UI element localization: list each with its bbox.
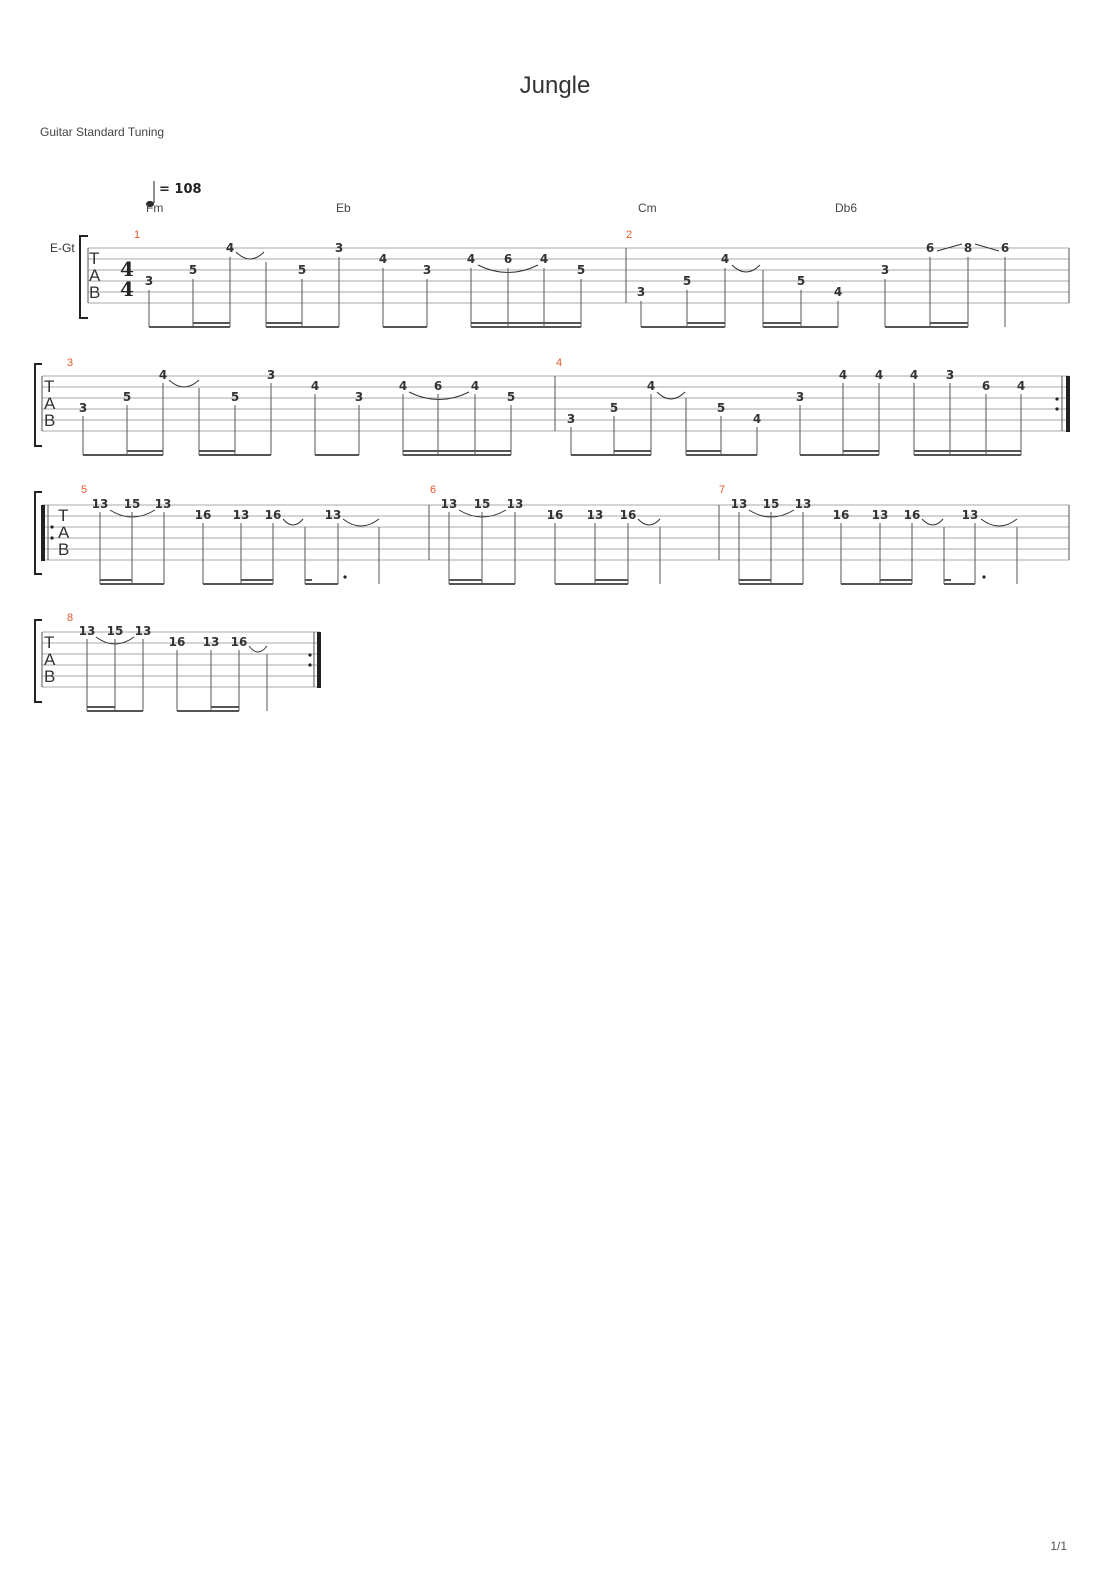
svg-text:13: 13 <box>91 497 109 511</box>
svg-text:6: 6 <box>1000 241 1010 255</box>
staff-system-2 <box>35 357 1070 456</box>
svg-text:16: 16 <box>903 508 921 522</box>
svg-text:4: 4 <box>720 252 730 266</box>
tab-letter-a: A <box>44 650 56 669</box>
svg-text:5: 5 <box>682 274 692 288</box>
svg-text:4: 4 <box>466 252 476 266</box>
svg-text:16: 16 <box>546 508 564 522</box>
svg-text:4: 4 <box>646 379 656 393</box>
svg-text:15: 15 <box>123 497 141 511</box>
measure-number: 3 <box>67 357 74 369</box>
svg-text:4: 4 <box>838 368 848 382</box>
measure-number: 4 <box>556 357 563 369</box>
svg-text:15: 15 <box>762 497 780 511</box>
svg-text:5: 5 <box>716 401 726 415</box>
svg-text:13: 13 <box>440 497 458 511</box>
instrument-label: E-Gt <box>50 241 75 255</box>
song-title: Jungle <box>519 72 591 99</box>
tab-letter-a: A <box>89 266 101 285</box>
svg-text:3: 3 <box>945 368 955 382</box>
tab-letter-t: T <box>89 249 100 268</box>
chord-cm: Cm <box>638 201 657 215</box>
svg-text:5: 5 <box>576 263 586 277</box>
svg-text:13: 13 <box>730 497 748 511</box>
svg-text:13: 13 <box>78 624 96 638</box>
tab-letter-b: B <box>44 667 56 686</box>
svg-text:13: 13 <box>324 508 342 522</box>
svg-text:4: 4 <box>158 368 168 382</box>
tab-letter-a: A <box>58 523 70 542</box>
svg-text:4: 4 <box>470 379 480 393</box>
svg-text:4: 4 <box>310 379 320 393</box>
svg-text:5: 5 <box>122 390 132 404</box>
svg-text:13: 13 <box>961 508 979 522</box>
svg-text:3: 3 <box>880 263 890 277</box>
svg-text:4: 4 <box>539 252 549 266</box>
svg-text:16: 16 <box>264 508 282 522</box>
svg-text:13: 13 <box>154 497 172 511</box>
system-bracket <box>80 236 88 318</box>
svg-text:13: 13 <box>871 508 889 522</box>
tab-letter-b: B <box>58 540 70 559</box>
svg-text:13: 13 <box>794 497 812 511</box>
tab-letter-t: T <box>44 377 55 396</box>
svg-text:4: 4 <box>874 368 884 382</box>
svg-text:6: 6 <box>433 379 443 393</box>
staff-system-1 <box>50 229 1069 328</box>
measure-number: 5 <box>81 484 88 496</box>
svg-text:5: 5 <box>506 390 516 404</box>
svg-text:5: 5 <box>230 390 240 404</box>
measure-number: 7 <box>719 484 726 496</box>
svg-text:4: 4 <box>909 368 919 382</box>
page-number: 1/1 <box>1050 1539 1067 1553</box>
svg-text:5: 5 <box>188 263 198 277</box>
svg-text:3: 3 <box>78 401 88 415</box>
staff-system-3 <box>35 484 1069 585</box>
tab-letter-a: A <box>44 394 56 413</box>
svg-text:16: 16 <box>619 508 637 522</box>
svg-text:3: 3 <box>636 285 646 299</box>
svg-text:13: 13 <box>202 635 220 649</box>
svg-text:15: 15 <box>106 624 124 638</box>
svg-text:6: 6 <box>981 379 991 393</box>
svg-text:5: 5 <box>297 263 307 277</box>
svg-text:16: 16 <box>832 508 850 522</box>
measure-number: 1 <box>134 229 141 241</box>
svg-text:13: 13 <box>232 508 250 522</box>
svg-text:3: 3 <box>334 241 344 255</box>
svg-text:6: 6 <box>503 252 513 266</box>
chord-eb: Eb <box>336 201 351 215</box>
svg-text:4: 4 <box>225 241 235 255</box>
svg-text:3: 3 <box>795 390 805 404</box>
svg-text:16: 16 <box>194 508 212 522</box>
tuning-label: Guitar Standard Tuning <box>40 125 165 139</box>
svg-text:4: 4 <box>752 412 762 426</box>
chord-db6: Db6 <box>835 201 858 215</box>
measure-number: 2 <box>626 229 633 241</box>
svg-text:5: 5 <box>796 274 806 288</box>
svg-text:13: 13 <box>134 624 152 638</box>
svg-text:4: 4 <box>398 379 408 393</box>
svg-text:13: 13 <box>506 497 524 511</box>
system-bracket <box>35 620 42 702</box>
svg-text:16: 16 <box>168 635 186 649</box>
tempo-value: = 108 <box>159 182 202 197</box>
svg-text:3: 3 <box>422 263 432 277</box>
tab-letter-b: B <box>89 283 101 302</box>
svg-text:3: 3 <box>354 390 364 404</box>
svg-text:15: 15 <box>473 497 491 511</box>
svg-text:13: 13 <box>586 508 604 522</box>
svg-text:5: 5 <box>609 401 619 415</box>
tab-letter-t: T <box>44 633 55 652</box>
svg-text:16: 16 <box>230 635 248 649</box>
svg-text:3: 3 <box>144 274 154 288</box>
time-signature-top: 4 <box>120 257 134 281</box>
time-signature-bottom: 4 <box>120 277 134 301</box>
system-bracket <box>35 492 42 574</box>
svg-text:8: 8 <box>963 241 973 255</box>
tab-letter-t: T <box>58 506 69 525</box>
staff-system-4 <box>35 612 321 712</box>
svg-text:6: 6 <box>925 241 935 255</box>
system-bracket <box>35 364 42 446</box>
svg-text:4: 4 <box>833 285 843 299</box>
svg-text:3: 3 <box>566 412 576 426</box>
repeat-start-barline <box>41 505 45 561</box>
svg-text:3: 3 <box>266 368 276 382</box>
chord-fm: Fm <box>146 201 164 215</box>
measure-number: 6 <box>430 484 437 496</box>
tab-letter-b: B <box>44 411 56 430</box>
measure-number: 8 <box>67 612 74 624</box>
svg-text:4: 4 <box>1016 379 1026 393</box>
svg-text:4: 4 <box>378 252 388 266</box>
